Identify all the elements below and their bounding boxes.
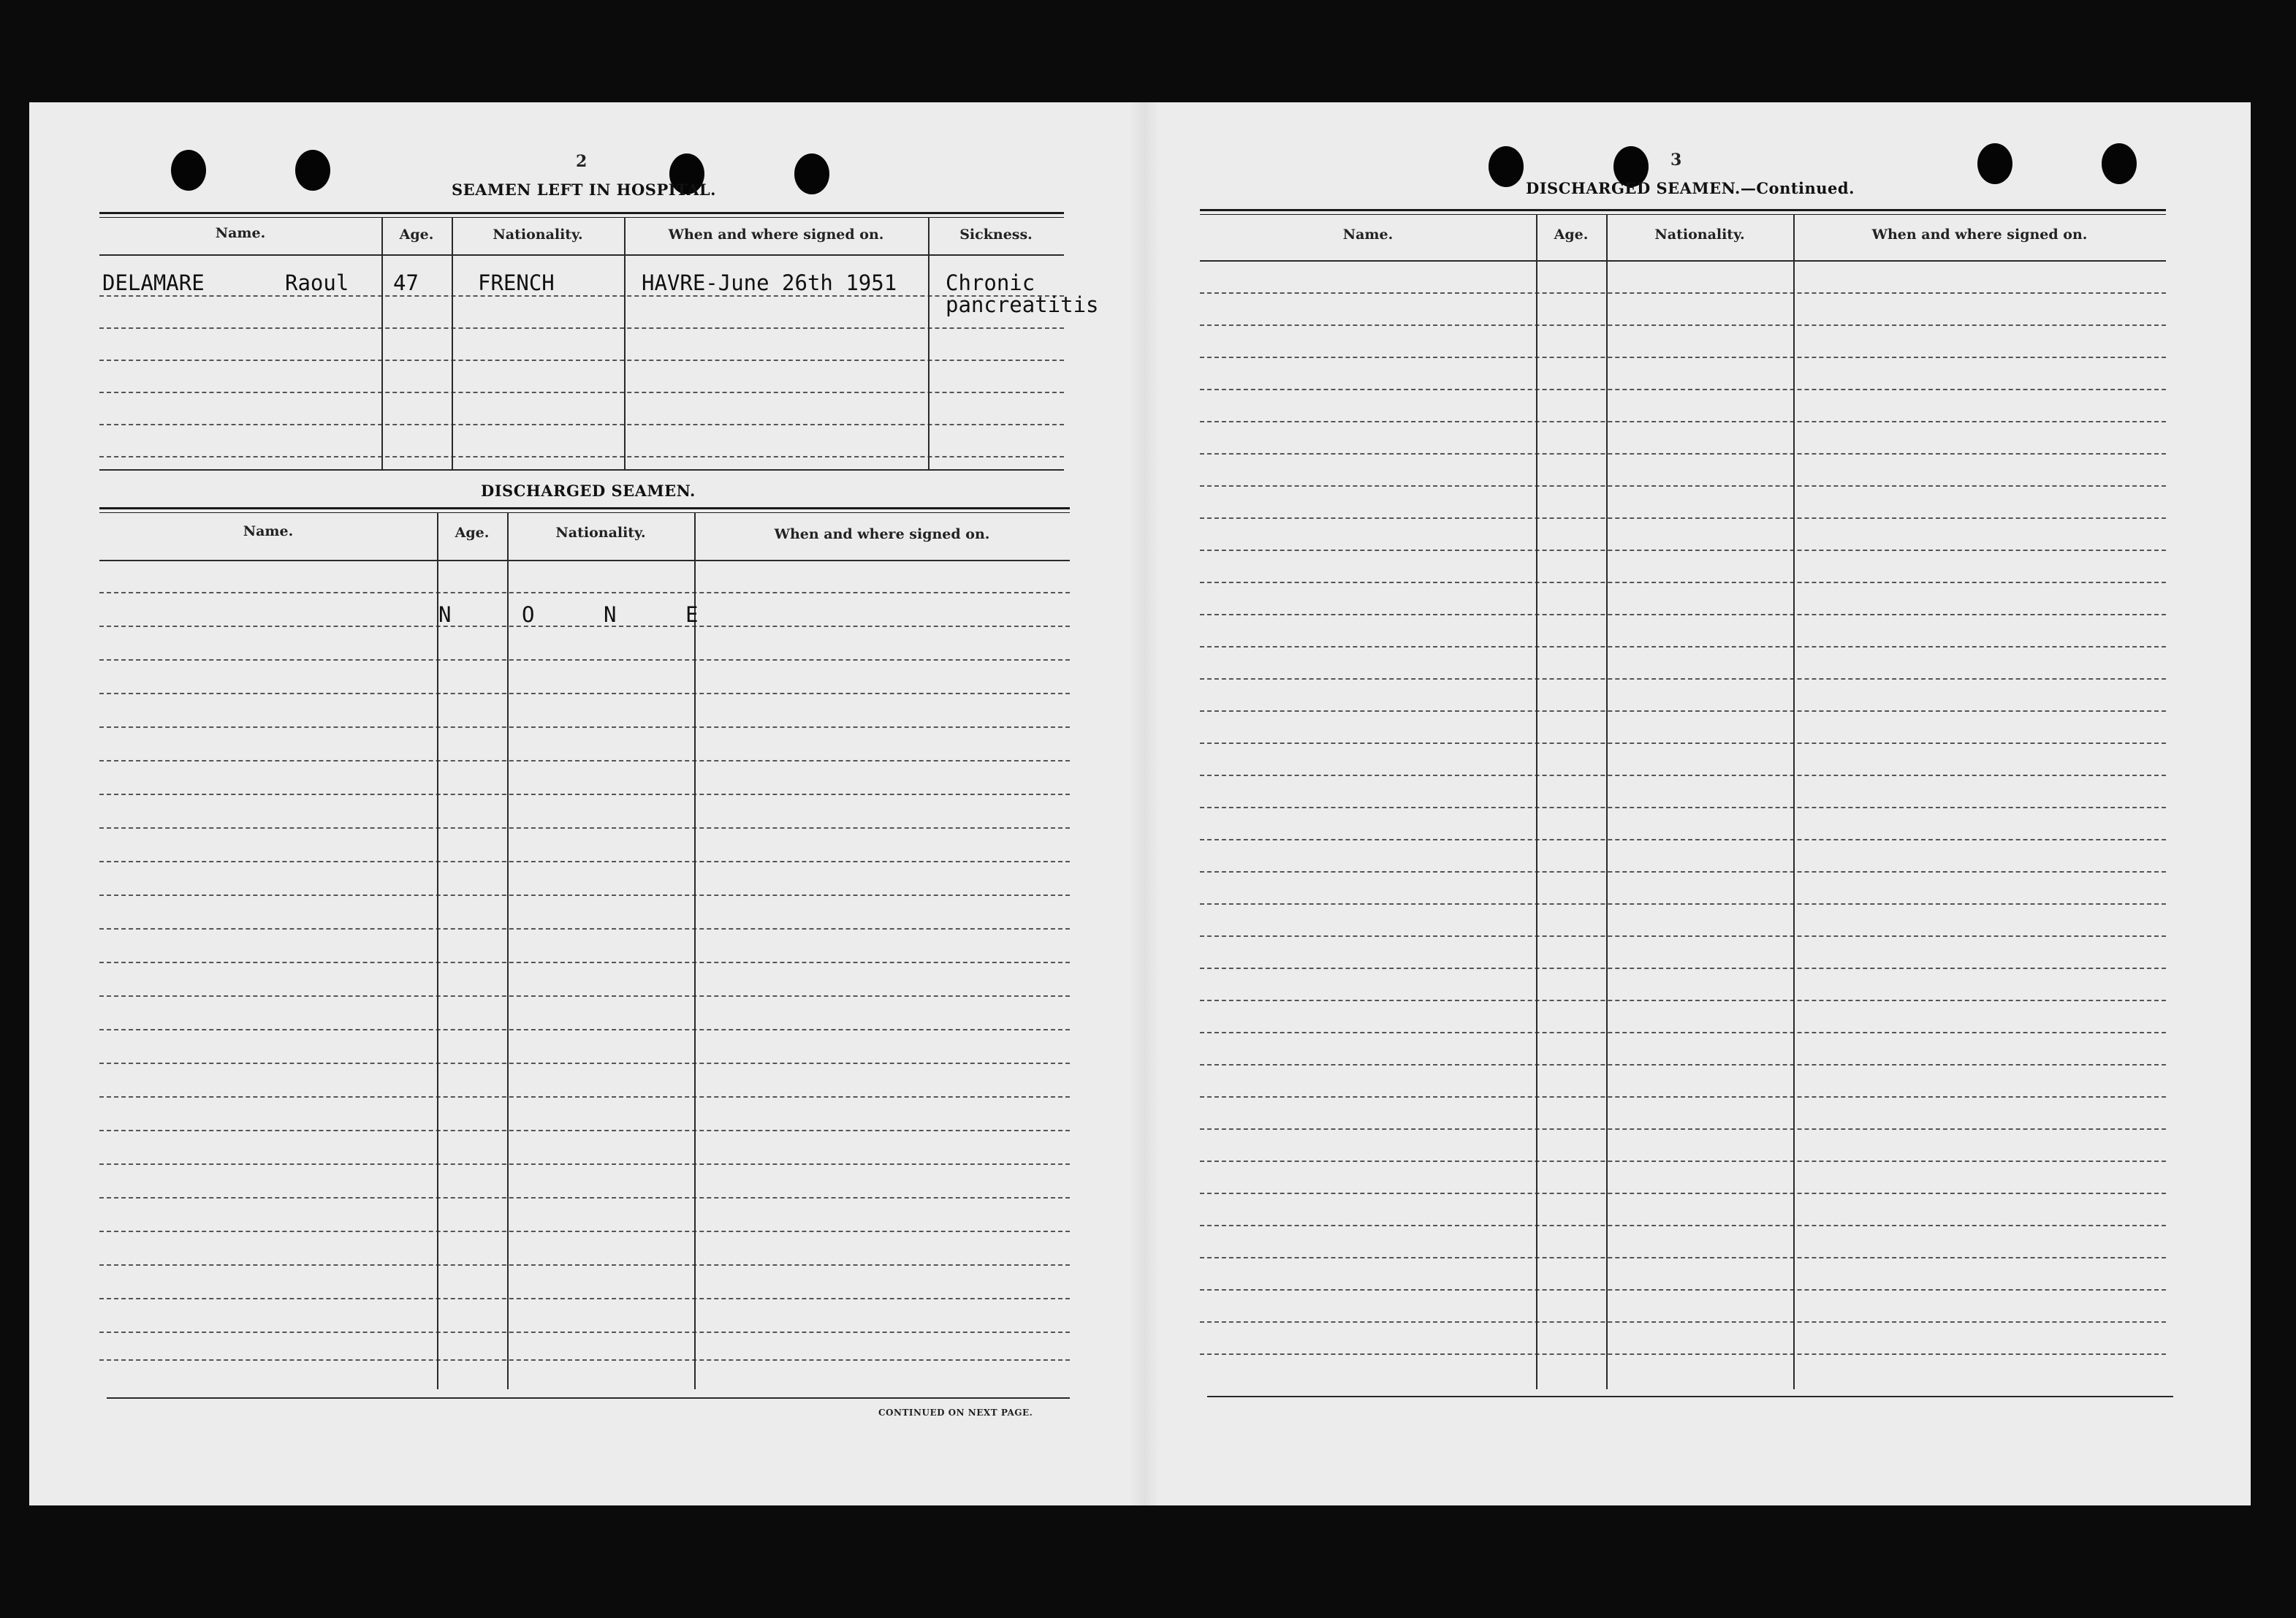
page-number-left: 2 xyxy=(576,152,588,171)
discharged-section-title: DISCHARGED SEAMEN. xyxy=(481,482,696,500)
punch-hole xyxy=(794,153,829,194)
entry-signed-on: HAVRE-June 26th 1951 xyxy=(642,270,897,295)
none-letter-4: E xyxy=(685,602,699,627)
hospital-header-nationality: Nationality. xyxy=(493,227,583,243)
punch-hole xyxy=(295,150,330,191)
entry-given-name: Raoul xyxy=(285,270,349,295)
right-header-signed-on: When and where signed on. xyxy=(1871,227,2088,243)
page-number-right: 3 xyxy=(1670,151,1682,170)
hospital-section-title: SEAMEN LEFT IN HOSPITAL. xyxy=(452,181,716,199)
hospital-header-sickness: Sickness. xyxy=(959,227,1033,243)
continued-footer: CONTINUED ON NEXT PAGE. xyxy=(878,1408,1033,1418)
discharged-continued-title: DISCHARGED SEAMEN.—Continued. xyxy=(1526,179,1855,197)
discharged-table-left xyxy=(99,504,1070,1403)
punch-hole xyxy=(1977,143,2012,184)
discharged-header-age: Age. xyxy=(455,525,490,541)
hospital-header-age: Age. xyxy=(399,227,434,243)
none-letter-1: N xyxy=(438,602,452,627)
hospital-header-signed-on: When and where signed on. xyxy=(668,227,884,243)
none-letter-3: N xyxy=(604,602,617,627)
discharged-header-signed-on: When and where signed on. xyxy=(774,526,990,542)
punch-hole xyxy=(171,150,206,191)
hospital-table xyxy=(99,205,1099,482)
center-fold xyxy=(1129,102,1160,1505)
right-header-age: Age. xyxy=(1554,227,1589,243)
right-header-name: Name. xyxy=(1342,227,1394,243)
entry-sickness-line1: Chronic xyxy=(946,270,1035,295)
entry-nationality: FRENCH xyxy=(478,270,555,295)
entry-age: 47 xyxy=(393,270,419,295)
discharged-table-right xyxy=(1200,205,2166,1403)
entry-sickness-line2: pancreatitis xyxy=(946,292,1099,317)
none-letter-2: O xyxy=(522,602,535,627)
right-header-nationality: Nationality. xyxy=(1654,227,1745,243)
hospital-header-name: Name. xyxy=(215,225,266,241)
entry-surname: DELAMARE xyxy=(102,270,205,295)
discharged-header-nationality: Nationality. xyxy=(555,525,646,541)
punch-hole xyxy=(2102,143,2137,184)
punch-hole xyxy=(1489,146,1524,187)
discharged-header-name: Name. xyxy=(243,523,294,539)
